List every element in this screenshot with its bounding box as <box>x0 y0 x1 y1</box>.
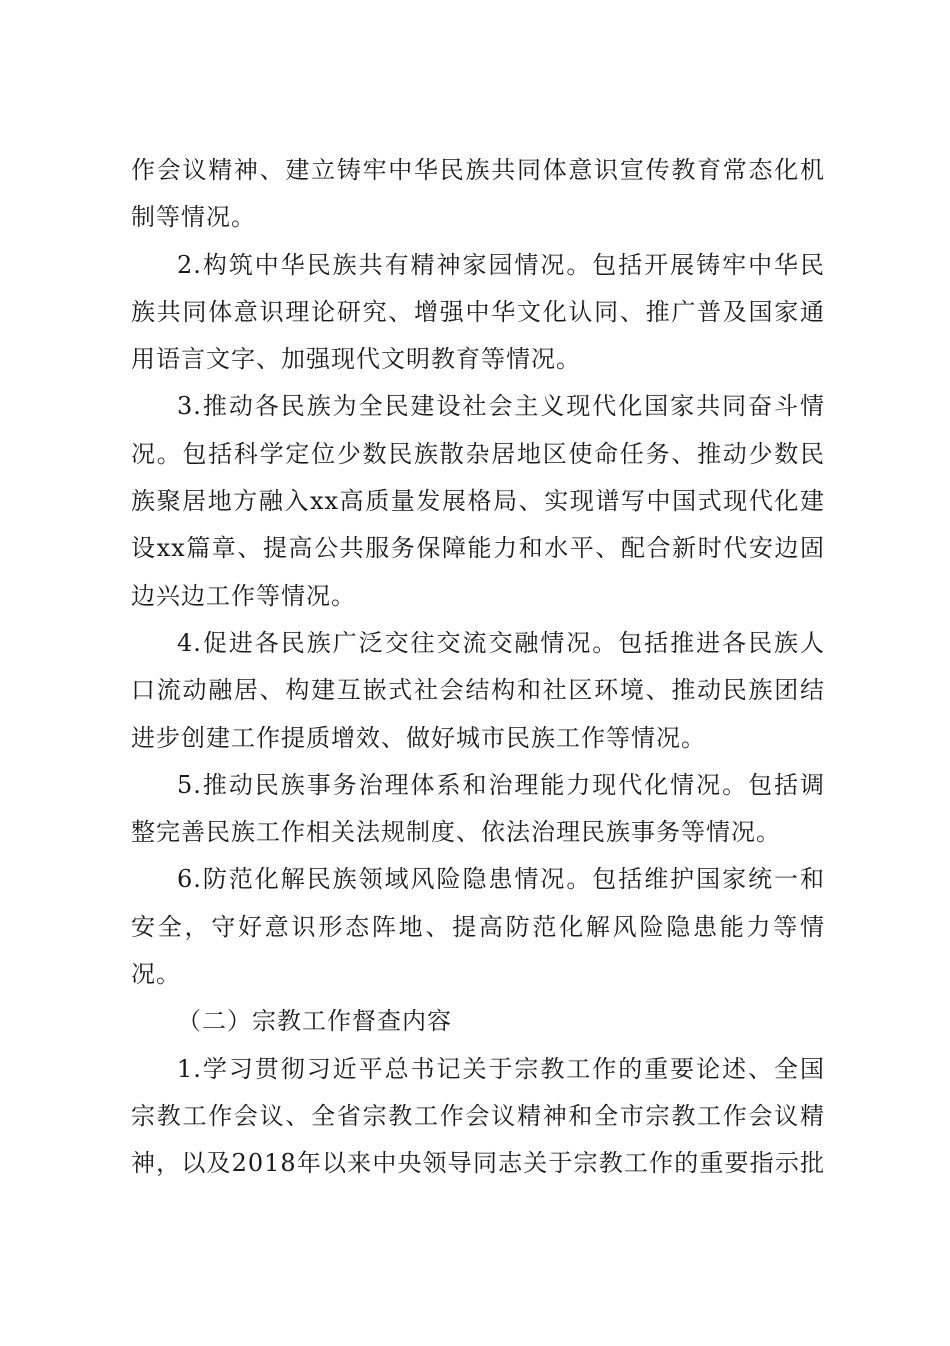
text-line: 作会议精神、建立铸牢中华民族共同体意识宣传教育常态化机 <box>131 156 825 184</box>
text-line: 用语言文字、加强现代文明教育等情况。 <box>131 345 581 374</box>
paragraph-heading-line: 6.防范化解民族领域风险隐患情况。包括维护国家统一和 <box>177 865 825 894</box>
document-body <box>131 147 825 1188</box>
text-line: 况。包括科学定位少数民族散杂居地区使命任务、推动少数民 <box>131 439 825 468</box>
text-line: 设xx篇章、提高公共服务保障能力和水平、配合新时代安边固 <box>131 534 825 563</box>
text-line: 整完善民族工作相关法规制度、依法治理民族事务等情况。 <box>131 818 781 847</box>
paragraph-heading-line: 2.构筑中华民族共有精神家园情况。包括开展铸牢中华民 <box>177 250 825 279</box>
text-line: 况。 <box>131 960 181 989</box>
text-line: 制等情况。 <box>131 203 256 232</box>
paragraph-heading-line: 4.促进各民族广泛交往交流交融情况。包括推进各民族人 <box>177 628 825 657</box>
text-line: 边兴边工作等情况。 <box>131 581 356 610</box>
paragraph-heading-line: 3.推动各民族为全民建设社会主义现代化国家共同奋斗情 <box>177 392 825 421</box>
text-line: 安全，守好意识形态阵地、提高防范化解风险隐患能力等情 <box>131 912 825 941</box>
paragraph-heading-line: 1.学习贯彻习近平总书记关于宗教工作的重要论述、全国 <box>177 1054 825 1083</box>
paragraph-heading-line: 5.推动民族事务治理体系和治理能力现代化情况。包括调 <box>177 770 825 799</box>
text-line: 神，以及2018年以来中央领导同志关于宗教工作的重要指示批 <box>131 1149 825 1178</box>
text-line: 族共同体意识理论研究、增强中华文化认同、推广普及国家通 <box>131 297 825 326</box>
text-line: 口流动融居、构建互嵌式社会结构和社区环境、推动民族团结 <box>131 676 825 705</box>
text-line: 进步创建工作提质增效、做好城市民族工作等情况。 <box>131 723 706 752</box>
text-line: 族聚居地方融入xx高质量发展格局、实现谱写中国式现代化建 <box>131 487 825 516</box>
section-heading: （二）宗教工作督查内容 <box>177 1007 452 1036</box>
text-line: 宗教工作会议、全省宗教工作会议精神和全市宗教工作会议精 <box>131 1101 825 1130</box>
